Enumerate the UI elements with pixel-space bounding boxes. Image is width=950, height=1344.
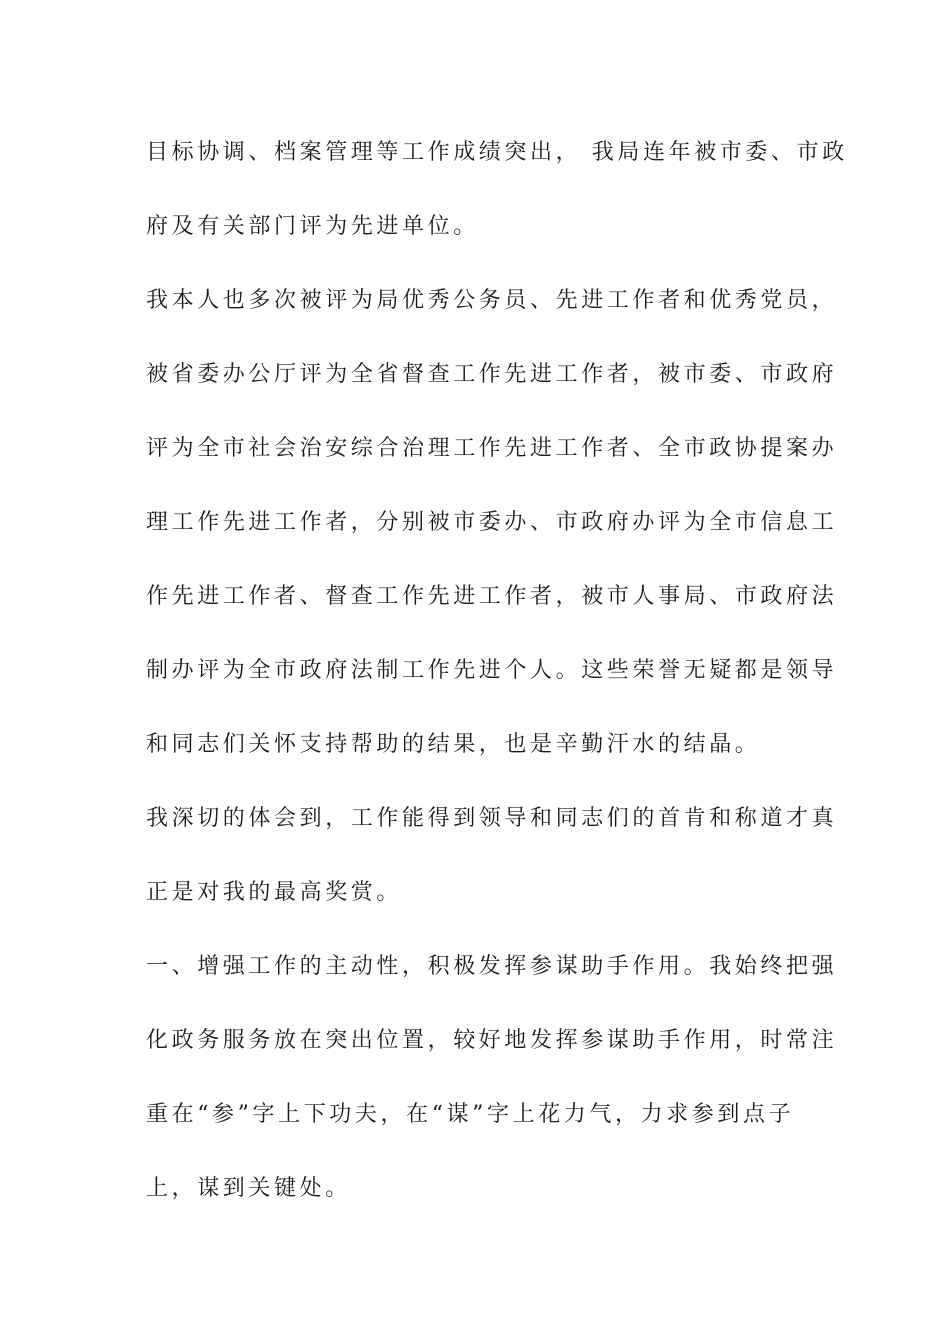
text-line: 目标协调、档案管理等工作成绩突出， 我局连年被市委、市政 (146, 140, 848, 165)
text-line: 被省委办公厅评为全省督查工作先进工作者，被市委、市政府 (146, 362, 838, 387)
text-line: 化政务服务放在突出位置，较好地发挥参谋助手作用，时常注 (146, 1028, 838, 1053)
text-line: 正是对我的最高奖赏。 (146, 880, 403, 905)
text-line: 我深切的体会到，工作能得到领导和同志们的首肯和称道才真 (146, 806, 838, 831)
text-line: 一、增强工作的主动性，积极发挥参谋助手作用。我始终把强 (146, 954, 838, 979)
text-line: 评为全市社会治安综合治理工作先进工作者、全市政协提案办 (146, 436, 838, 461)
text-line: 重在“参”字上下功夫，在“谋”字上花力气，力求参到点子 (146, 1102, 795, 1127)
document-body (146, 128, 848, 1238)
text-line: 制办评为全市政府法制工作先进个人。这些荣誉无疑都是领导 (146, 658, 838, 683)
text-line: 和同志们关怀支持帮助的结果，也是辛勤汗水的结晶。 (146, 732, 761, 757)
text-line: 理工作先进工作者，分别被市委办、市政府办评为全市信息工 (146, 510, 838, 535)
text-line: 作先进工作者、督查工作先进工作者，被市人事局、市政府法 (146, 584, 838, 609)
text-line: 上，谋到关键处。 (146, 1176, 351, 1201)
text-line: 我本人也多次被评为局优秀公务员、先进工作者和优秀党员， (146, 288, 838, 313)
text-line: 府及有关部门评为先进单位。 (146, 214, 479, 239)
